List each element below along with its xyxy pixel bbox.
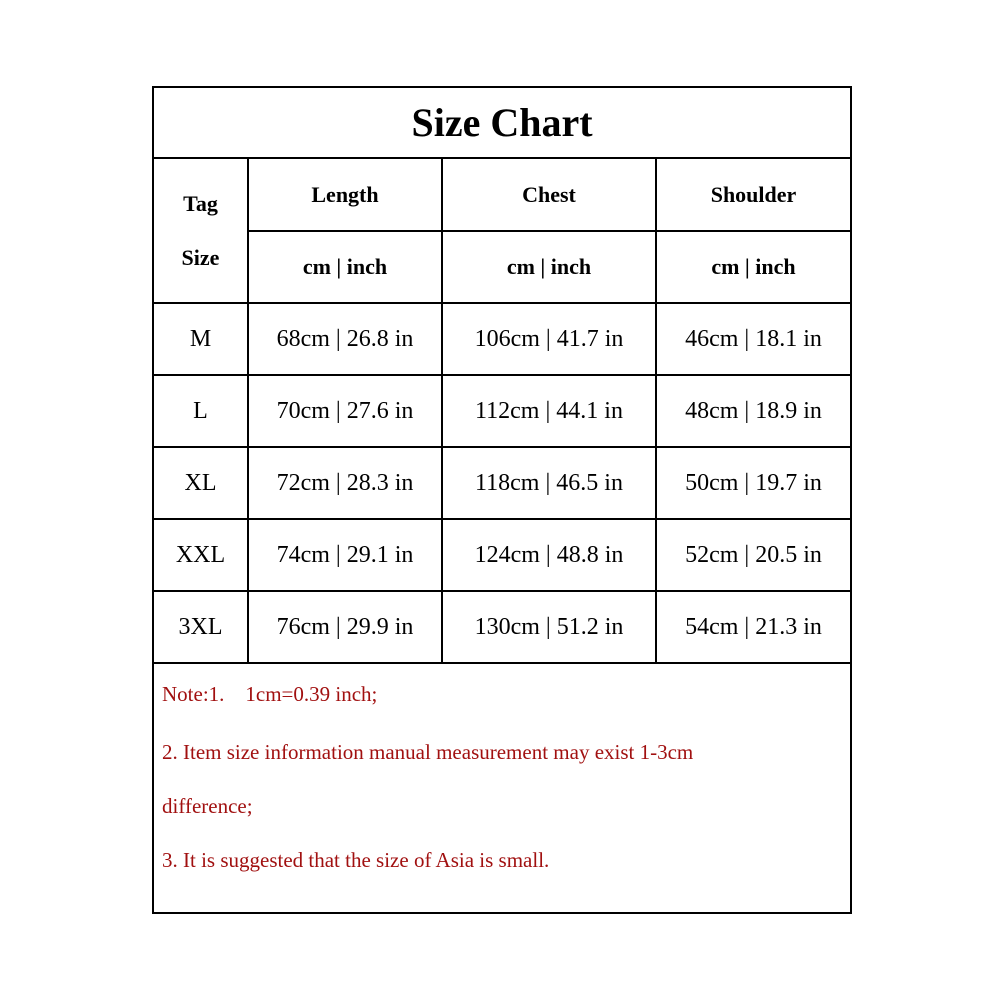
unit-shoulder: cm | inch <box>656 231 850 303</box>
length-cell: 72cm | 28.3 in <box>248 447 442 519</box>
table-row <box>154 591 850 663</box>
title-row <box>154 88 850 159</box>
length-cell: 74cm | 29.1 in <box>248 519 442 591</box>
table-row <box>154 375 850 447</box>
shoulder-cell: 48cm | 18.9 in <box>656 375 850 447</box>
column-header-shoulder: Shoulder <box>656 159 850 231</box>
unit-row <box>154 231 850 303</box>
length-cell: 68cm | 26.8 in <box>248 303 442 375</box>
length-cell: 70cm | 27.6 in <box>248 375 442 447</box>
size-cell: L <box>154 375 248 447</box>
size-label: Size <box>181 244 220 270</box>
column-header-chest: Chest <box>442 159 656 231</box>
note-line-3: difference; <box>162 794 253 818</box>
size-cell: XXL <box>154 519 248 591</box>
size-cell: XL <box>154 447 248 519</box>
table-row <box>154 519 850 591</box>
tag-size-header <box>154 159 248 303</box>
chest-cell: 106cm | 41.7 in <box>442 303 656 375</box>
chest-cell: 130cm | 51.2 in <box>442 591 656 663</box>
unit-length: cm | inch <box>248 231 442 303</box>
note-line-2: 2. Item size information manual measurement may exist 1-3cm <box>162 740 694 764</box>
size-table <box>154 159 850 664</box>
size-cell: 3XL <box>154 591 248 663</box>
shoulder-cell: 50cm | 19.7 in <box>656 447 850 519</box>
shoulder-cell: 52cm | 20.5 in <box>656 519 850 591</box>
size-cell: M <box>154 303 248 375</box>
chest-cell: 124cm | 48.8 in <box>442 519 656 591</box>
column-header-length: Length <box>248 159 442 231</box>
size-chart-frame <box>152 86 852 914</box>
note-line-4: 3. It is suggested that the size of Asia is small. <box>162 848 550 872</box>
unit-chest: cm | inch <box>442 231 656 303</box>
chart-title: Size Chart <box>411 100 593 145</box>
chest-cell: 118cm | 46.5 in <box>442 447 656 519</box>
length-cell: 76cm | 29.9 in <box>248 591 442 663</box>
notes-section <box>162 665 842 889</box>
note-line-1: Note:1. 1cm=0.39 inch; <box>162 682 378 706</box>
tag-label: Tag <box>183 190 218 216</box>
shoulder-cell: 46cm | 18.1 in <box>656 303 850 375</box>
table-row <box>154 447 850 519</box>
chest-cell: 112cm | 44.1 in <box>442 375 656 447</box>
table-row <box>154 303 850 375</box>
shoulder-cell: 54cm | 21.3 in <box>656 591 850 663</box>
header-row <box>154 159 850 231</box>
